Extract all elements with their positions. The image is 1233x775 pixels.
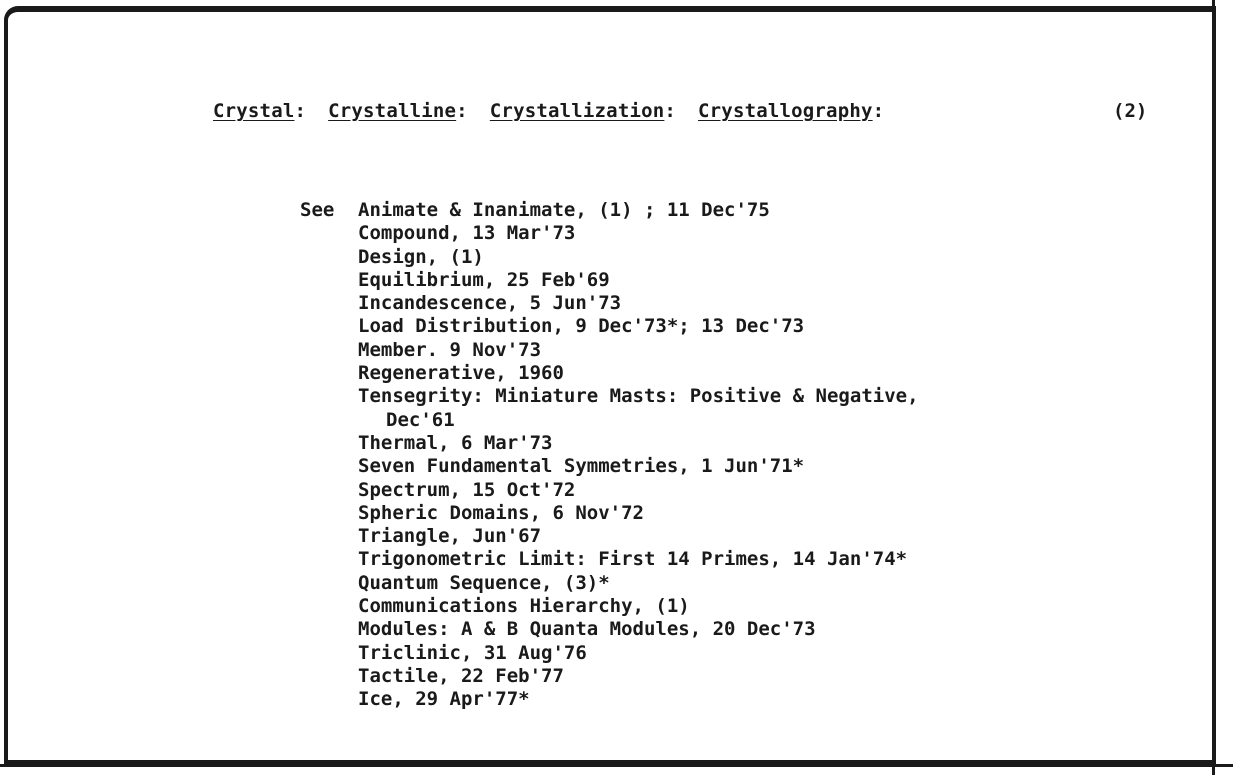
list-item: Trigonometric Limit: First 14 Primes, 14 Jan'74*	[358, 548, 908, 571]
card-heading	[213, 100, 884, 122]
list-item: Spectrum, 15 Oct'72	[358, 478, 576, 501]
card-page-number: (2)	[1113, 100, 1148, 122]
list-item: Thermal, 6 Mar'73	[358, 431, 553, 454]
heading-separator: :	[456, 100, 468, 122]
cross-reference-list	[358, 199, 919, 712]
list-item: Seven Fundamental Symmetries, 1 Jun'71*	[358, 455, 805, 478]
list-item: Compound, 13 Mar'73	[358, 222, 576, 245]
heading-term-crystalline: Crystalline	[328, 100, 457, 122]
list-item: Triangle, Jun'67	[358, 525, 542, 548]
list-item: Regenerative, 1960	[358, 362, 564, 385]
list-item: Ice, 29 Apr'77*	[358, 688, 530, 711]
list-item: Load Distribution, 9 Dec'73*; 13 Dec'73	[358, 315, 805, 338]
list-item: Tensegrity: Miniature Masts: Positive & Negative,	[358, 385, 919, 408]
heading-separator: :	[872, 100, 885, 122]
list-item: Tactile, 22 Feb'77	[358, 664, 564, 687]
heading-separator: :	[294, 100, 307, 122]
list-item: Incandescence, 5 Jun'73	[358, 292, 622, 315]
list-item: Quantum Sequence, (3)*	[358, 571, 610, 594]
list-item: Animate & Inanimate, (1) ; 11 Dec'75	[358, 199, 770, 221]
heading-term-crystallization: Crystallization	[489, 100, 665, 122]
heading-separator: :	[664, 100, 677, 122]
list-item: Communications Hierarchy, (1)	[358, 595, 690, 618]
list-item: Modules: A & B Quanta Modules, 20 Dec'73	[358, 618, 816, 641]
list-item: Spheric Domains, 6 Nov'72	[358, 501, 644, 524]
list-item: Member. 9 Nov'73	[358, 338, 542, 361]
heading-term-crystallography: Crystallography	[698, 100, 873, 122]
heading-term-crystal: Crystal	[213, 100, 295, 122]
list-item: Triclinic, 31 Aug'76	[358, 641, 587, 664]
card-edge-right	[1212, 0, 1215, 775]
card-edge-bottom	[0, 764, 1233, 767]
list-item: Design, (1)	[358, 245, 484, 268]
see-label: See	[300, 199, 335, 221]
list-item: Equilibrium, 25 Feb'69	[358, 268, 610, 291]
list-item-continuation: Dec'61	[386, 408, 455, 431]
